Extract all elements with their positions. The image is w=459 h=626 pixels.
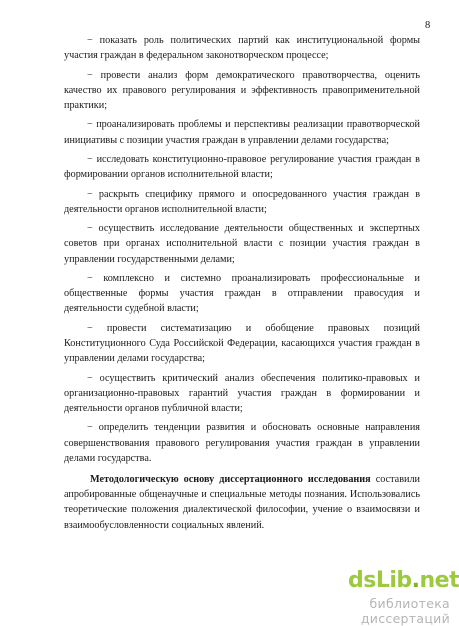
task-item: − проанализировать проблемы и перспективы реализации правотворческой инициативы с позиции участия граждан в управлении делами государства;	[64, 119, 420, 146]
task-item: − осуществить исследование деятельности общественных и экспертных советов при органах исполнительной власти с позиции участия граждан в управлении государственными делами;	[64, 223, 420, 265]
watermark	[290, 568, 459, 626]
watermark-logo-main: dsLib	[348, 568, 412, 593]
task-item: − определить тенденции развития и обосновать основные направления совершенствования правового регулирования участия граждан в управлении делами государства.	[64, 422, 420, 464]
methodology-heading: Методологическую основу диссертационного исследования	[90, 473, 371, 485]
methodology-paragraph	[64, 472, 420, 533]
watermark-logo-tld: net	[419, 568, 459, 593]
methodology-text: составили апробированные общенаучные и специальные методы познания. Использовались теоретические положения диалектической философии, учение о взаимосвязи и взаимообусловленности социальных явлений.	[64, 473, 420, 531]
watermark-logo-dot: .	[411, 568, 420, 593]
document-body	[64, 33, 420, 537]
page-number: 8	[425, 20, 431, 31]
task-item: − исследовать конституционно-правовое регулирование участия граждан в формировании органов исполнительной власти;	[64, 153, 420, 181]
task-item: − комплексно и системно проанализировать профессиональные и общественные формы участия граждан в отправлении правосудия и деятельности судебной власти;	[64, 272, 420, 315]
watermark-logo	[348, 568, 459, 593]
task-item: − осуществить критический анализ обеспечения политико-правовых и организационно-правовых гарантий участия граждан в формировании и деятельности органов публичной власти;	[64, 372, 420, 414]
watermark-tagline: библиотека диссертаций	[360, 596, 450, 626]
task-item: − провести систематизацию и обобщение правовых позиций Конституционного Суда Российской Федерации, касающихся участия граждан в управлении делами государства;	[64, 322, 420, 365]
task-item: − раскрыть специфику прямого и опосредованного участия граждан в деятельности органов исполнительной власти;	[64, 188, 420, 215]
task-item: − показать роль политических партий как институциональной формы участия граждан в федеральном законотворческом процессе;	[64, 35, 420, 62]
task-item: − провести анализ форм демократического правотворчества, оценить качество их правового регулирования и эффективность правоприменительной практики;	[64, 69, 420, 111]
